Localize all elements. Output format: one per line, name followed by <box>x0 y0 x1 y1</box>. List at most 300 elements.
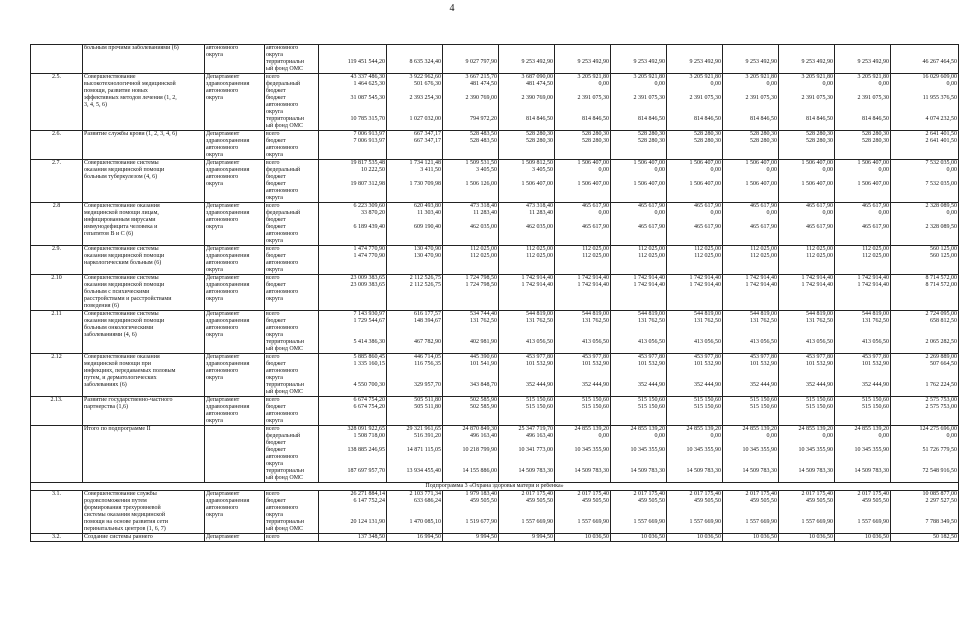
amount-cell <box>387 426 443 483</box>
amount-value: 10 085 877,00 <box>922 491 957 497</box>
measure-title-line: больным прочими заболеваниями (6) <box>84 45 179 51</box>
amount-value: 112 025,00 <box>470 253 497 259</box>
amount-value: 112 025,00 <box>526 246 553 252</box>
amount-value: 528 280,30 <box>582 131 609 137</box>
amount-cell <box>443 160 499 203</box>
amount-cell <box>835 491 891 534</box>
funding-source-label: территориальн <box>266 468 304 474</box>
executor <box>205 131 265 160</box>
amount-value: 2 017 175,40 <box>801 491 833 497</box>
amount-value: 130 470,90 <box>414 246 441 252</box>
amount-value: 473 318,40 <box>470 203 497 209</box>
funding-source-label: бюджет <box>266 174 286 180</box>
amount-cell <box>319 203 387 246</box>
amount-value: 528 280,30 <box>526 138 553 144</box>
amount-value: 1 506 407,00 <box>745 181 777 187</box>
amount-value: 507 664,50 <box>930 361 957 367</box>
amount-value: 131 762,50 <box>638 318 665 324</box>
amount-value: 0,00 <box>654 167 665 173</box>
amount-value: 8 714 572,00 <box>925 282 957 288</box>
amount-value: 413 056,50 <box>806 339 833 345</box>
amount-value: 2 391 075,30 <box>801 95 833 101</box>
executor-line: Департамент <box>206 354 240 360</box>
amount-value: 33 870,20 <box>361 210 385 216</box>
amount-value: 0,00 <box>598 433 609 439</box>
amount-value: 473 318,40 <box>526 203 553 209</box>
funding-source <box>265 131 319 160</box>
amount-value: 2 017 175,40 <box>745 491 777 497</box>
amount-value: 112 025,00 <box>526 253 553 259</box>
table-row <box>31 74 959 131</box>
amount-value: 496 163,40 <box>526 433 553 439</box>
table-row <box>31 275 959 311</box>
amount-value: 1 506 407,00 <box>633 160 665 166</box>
funding-source-label: бюджет <box>266 282 286 288</box>
amount-value: 515 150,60 <box>582 404 609 410</box>
amount-value: 328 091 922,65 <box>347 426 385 432</box>
amount-cell <box>499 160 555 203</box>
funding-source <box>265 74 319 131</box>
funding-source-label: всего <box>266 426 280 432</box>
funding-source-label: бюджет <box>266 138 286 144</box>
amount-value: 1 742 914,40 <box>801 275 833 281</box>
amount-value: 1 506 407,00 <box>857 181 889 187</box>
table-row <box>31 534 959 542</box>
amount-value: 465 617,90 <box>694 203 721 209</box>
amount-value: 9 994,50 <box>476 534 497 540</box>
measure-title-line: помощи, развитие новых <box>84 88 148 94</box>
amount-value: 1 509 812,50 <box>521 160 553 166</box>
amount-value: 2 575 753,00 <box>925 397 957 403</box>
amount-value: 24 855 139,20 <box>854 426 889 432</box>
amount-cell <box>779 45 835 74</box>
amount-cell <box>499 397 555 426</box>
amount-cell <box>667 160 723 203</box>
measure-title-line: медицинской помощи при <box>84 361 151 367</box>
amount-value: 544 819,00 <box>750 311 777 317</box>
amount-value: 1 557 669,90 <box>857 519 889 525</box>
amount-value: 814 846,50 <box>862 116 889 122</box>
amount-value <box>444 45 497 52</box>
amount-value: 46 267 464,50 <box>922 59 957 65</box>
amount-value: 2 641 401,50 <box>925 138 957 144</box>
measure-title <box>83 275 205 311</box>
executor-line: здравоохранения <box>206 404 250 410</box>
row-number: 2.13. <box>31 397 83 426</box>
amount-cell <box>723 354 779 397</box>
amount-cell <box>779 426 835 483</box>
amount-value: 24 855 139,20 <box>630 426 665 432</box>
amount-value: 534 744,40 <box>470 311 497 317</box>
amount-value <box>836 45 889 52</box>
amount-value: 413 056,50 <box>694 339 721 345</box>
amount-value: 1 557 669,90 <box>633 519 665 525</box>
amount-cell <box>667 426 723 483</box>
executor <box>205 160 265 203</box>
amount-value: 131 762,50 <box>582 318 609 324</box>
amount-value: 465 617,90 <box>750 224 777 230</box>
amount-cell <box>835 160 891 203</box>
executor-line: автономного <box>206 45 239 51</box>
executor <box>205 354 265 397</box>
measure-title-line: Итого по подпрограмме II <box>84 426 151 432</box>
executor <box>205 275 265 311</box>
amount-value: 0,00 <box>822 167 833 173</box>
amount-value: 544 819,00 <box>526 311 553 317</box>
measure-title-line: заболеваниях (6) <box>84 382 127 388</box>
amount-cell <box>319 160 387 203</box>
amount-value: 1 762 224,50 <box>925 382 957 388</box>
amount-value <box>668 45 721 52</box>
amount-value: 2 390 769,00 <box>465 95 497 101</box>
amount-value: 119 451 544,20 <box>347 59 385 65</box>
amount-cell <box>723 246 779 275</box>
executor <box>205 45 265 74</box>
amount-value: 2 391 075,30 <box>577 95 609 101</box>
amount-cell <box>667 397 723 426</box>
executor-line: автономного <box>206 368 239 374</box>
amount-value: 814 846,50 <box>582 116 609 122</box>
amount-value: 413 056,50 <box>582 339 609 345</box>
funding-source-label: округа <box>266 296 283 302</box>
amount-cell <box>499 426 555 483</box>
row-number: 2.12 <box>31 354 83 397</box>
amount-value: 1 506 407,00 <box>857 160 889 166</box>
amount-value <box>500 45 553 52</box>
amount-value: 7 788 349,50 <box>925 519 957 525</box>
amount-value <box>780 45 833 52</box>
amount-value: 14 509 783,30 <box>518 468 553 474</box>
executor-line: автономного <box>206 411 239 417</box>
amount-value: 528 483,50 <box>470 131 497 137</box>
amount-cell <box>667 74 723 131</box>
amount-cell <box>443 397 499 426</box>
amount-cell <box>723 160 779 203</box>
amount-value: 3 205 921,80 <box>633 74 665 80</box>
row-number: 2.5. <box>31 74 83 131</box>
amount-value: 413 056,50 <box>750 339 777 345</box>
amount-value: 0,00 <box>710 167 721 173</box>
amount-value: 459 505,50 <box>638 498 665 504</box>
amount-cell <box>891 160 959 203</box>
amount-cell <box>555 74 611 131</box>
amount-value: 352 444,90 <box>750 382 777 388</box>
amount-value: 1 474 770,90 <box>353 253 385 259</box>
executor-line: автономного <box>206 217 239 223</box>
funding-source-label: ый фонд ОМС <box>266 123 304 129</box>
executor-line: округа <box>206 332 223 338</box>
amount-value: 3 411,50 <box>420 167 441 173</box>
funding-source-label: бюджет <box>266 447 286 453</box>
amount-value: 11 283,40 <box>529 210 553 216</box>
funding-source-label: бюджет <box>266 318 286 324</box>
amount-value: 0,00 <box>878 81 889 87</box>
amount-value: 528 280,30 <box>750 138 777 144</box>
executor <box>205 246 265 275</box>
executor-line: Департамент <box>206 397 240 403</box>
amount-value: 1 506 407,00 <box>689 181 721 187</box>
measure-title-line: родовспоможения путем <box>84 498 147 504</box>
funding-source <box>265 491 319 534</box>
measure-title-line: оказания медицинской помощи <box>84 167 165 173</box>
amount-value: 116 756,35 <box>414 361 441 367</box>
amount-value: 1 557 669,90 <box>521 519 553 525</box>
amount-value: 1 742 914,40 <box>801 282 833 288</box>
amount-value: 515 150,60 <box>694 397 721 403</box>
amount-value: 8 714 572,00 <box>925 275 957 281</box>
amount-value: 794 972,20 <box>470 116 497 122</box>
amount-value: 9 994,50 <box>532 534 553 540</box>
measure-title-line: системы оказания медицинской <box>84 512 166 518</box>
amount-value: 24 855 139,20 <box>742 426 777 432</box>
amount-value: 10 036,50 <box>809 534 833 540</box>
amount-value: 6 147 752,24 <box>353 498 385 504</box>
executor-line: Департамент <box>206 160 240 166</box>
amount-value: 453 977,80 <box>694 354 721 360</box>
amount-value: 515 150,60 <box>638 397 665 403</box>
amount-cell <box>555 534 611 542</box>
amount-value <box>724 45 777 52</box>
amount-value: 187 697 957,70 <box>347 468 385 474</box>
amount-value: 465 617,90 <box>806 203 833 209</box>
amount-value: 131 762,50 <box>750 318 777 324</box>
amount-value: 462 035,00 <box>526 224 553 230</box>
amount-value: 1 742 914,40 <box>857 282 889 288</box>
amount-value: 31 087 545,30 <box>350 95 385 101</box>
amount-cell <box>387 534 443 542</box>
measure-title-line: иммунодефицита человека и <box>84 224 158 230</box>
amount-value: 7 006 913,97 <box>353 131 385 137</box>
amount-value: 459 505,50 <box>806 498 833 504</box>
executor-line: Департамент <box>206 275 240 281</box>
amount-value: 10 341 773,00 <box>518 447 553 453</box>
executor <box>205 74 265 131</box>
amount-value: 29 321 961,65 <box>406 426 441 432</box>
amount-value: 10 036,50 <box>865 534 889 540</box>
amount-value: 11 955 376,50 <box>922 95 957 101</box>
measure-title-line: Совершенствование системы <box>84 160 159 166</box>
amount-value: 501 676,30 <box>414 81 441 87</box>
funding-source-label: автономного <box>266 368 299 374</box>
amount-value <box>388 45 441 52</box>
amount-cell <box>499 74 555 131</box>
amount-value: 6 223 309,60 <box>353 203 385 209</box>
amount-value: 3 205 921,80 <box>745 74 777 80</box>
funding-source-label: автономного <box>266 454 299 460</box>
amount-value: 2 112 526,75 <box>409 282 441 288</box>
amount-cell <box>779 534 835 542</box>
amount-value: 2 297 527,50 <box>925 498 957 504</box>
executor <box>205 491 265 534</box>
executor-line: округа <box>206 152 223 158</box>
amount-value: 465 617,90 <box>750 203 777 209</box>
amount-value: 453 977,80 <box>526 354 553 360</box>
amount-cell <box>555 131 611 160</box>
measure-title <box>83 534 205 542</box>
executor-line: автономного <box>206 260 239 266</box>
amount-value: 515 150,60 <box>750 397 777 403</box>
amount-value: 2 017 175,40 <box>689 491 721 497</box>
amount-value: 0,00 <box>822 433 833 439</box>
amount-cell <box>443 74 499 131</box>
amount-value: 814 846,50 <box>694 116 721 122</box>
row-number: 2.9. <box>31 246 83 275</box>
executor <box>205 311 265 354</box>
funding-source <box>265 275 319 311</box>
amount-value: 7 143 930,97 <box>353 311 385 317</box>
amount-cell <box>443 131 499 160</box>
amount-value: 515 150,60 <box>694 404 721 410</box>
amount-value: 515 150,60 <box>750 404 777 410</box>
amount-cell <box>891 45 959 74</box>
amount-value: 1 724 798,50 <box>465 275 497 281</box>
amount-cell <box>443 311 499 354</box>
amount-value: 814 846,50 <box>526 116 553 122</box>
amount-value <box>556 45 609 52</box>
amount-cell <box>611 203 667 246</box>
amount-value: 72 548 916,50 <box>922 468 957 474</box>
amount-value: 352 444,90 <box>526 382 553 388</box>
amount-value: 6 674 754,20 <box>353 404 385 410</box>
amount-value: 0,00 <box>946 81 957 87</box>
amount-cell <box>319 45 387 74</box>
amount-value: 4 074 232,50 <box>925 116 957 122</box>
amount-value: 1 742 914,40 <box>745 282 777 288</box>
amount-value: 2 393 254,30 <box>409 95 441 101</box>
measure-title <box>83 397 205 426</box>
amount-cell <box>387 203 443 246</box>
amount-value: 413 056,50 <box>862 339 889 345</box>
amount-value: 620 493,80 <box>414 203 441 209</box>
amount-value: 544 819,00 <box>582 311 609 317</box>
funding-source-label: территориальн <box>266 382 304 388</box>
amount-cell <box>387 397 443 426</box>
amount-value: 131 762,50 <box>806 318 833 324</box>
funding-source-label: федеральный <box>266 433 301 439</box>
amount-value: 1 557 669,90 <box>689 519 721 525</box>
amount-value: 462 035,00 <box>470 224 497 230</box>
funding-source-label: округа <box>266 461 283 467</box>
table-row <box>31 246 959 275</box>
amount-value: 0,00 <box>766 433 777 439</box>
amount-value: 1 508 718,00 <box>353 433 385 439</box>
funding-source-label: автономного <box>266 411 299 417</box>
amount-cell <box>319 311 387 354</box>
amount-value: 2 641 401,50 <box>925 131 957 137</box>
amount-value: 124 275 696,00 <box>919 426 957 432</box>
funding-source <box>265 45 319 74</box>
funding-source-label: автономного <box>266 145 299 151</box>
amount-value: 445 390,60 <box>470 354 497 360</box>
amount-value: 14 509 783,30 <box>854 468 889 474</box>
amount-value: 5 885 860,45 <box>353 354 385 360</box>
amount-cell <box>443 491 499 534</box>
measure-title-line: путем, и дерматологических <box>84 375 157 381</box>
amount-value: 101 532,90 <box>806 361 833 367</box>
executor <box>205 426 265 483</box>
measure-title-line: Совершенствование системы <box>84 246 159 252</box>
amount-value: 101 532,90 <box>750 361 777 367</box>
measure-title-line: Совершенствование системы <box>84 311 159 317</box>
amount-cell <box>667 246 723 275</box>
amount-value: 814 846,50 <box>750 116 777 122</box>
amount-cell <box>723 311 779 354</box>
amount-value: 112 025,00 <box>582 253 609 259</box>
amount-value: 516 391,20 <box>414 433 441 439</box>
amount-value: 528 280,30 <box>806 131 833 137</box>
amount-cell <box>387 275 443 311</box>
amount-value: 1 506 407,00 <box>801 181 833 187</box>
amount-cell <box>387 131 443 160</box>
executor-line: округа <box>206 296 223 302</box>
amount-cell <box>779 74 835 131</box>
amount-value: 1 742 914,40 <box>745 275 777 281</box>
amount-value: 0,00 <box>766 81 777 87</box>
amount-value: 0,00 <box>878 210 889 216</box>
amount-cell <box>499 491 555 534</box>
amount-value: 1 470 085,10 <box>409 519 441 525</box>
amount-cell <box>443 426 499 483</box>
funding-source-label: округа <box>266 52 283 58</box>
funding-source-label: автономного <box>266 260 299 266</box>
amount-cell <box>319 426 387 483</box>
amount-value: 0,00 <box>822 210 833 216</box>
measure-title-line: инфекциях, передаваемых половым <box>84 368 176 374</box>
amount-cell <box>555 397 611 426</box>
amount-cell <box>835 131 891 160</box>
amount-value: 112 025,00 <box>638 246 665 252</box>
amount-value: 2 017 175,40 <box>577 491 609 497</box>
executor <box>205 534 265 542</box>
amount-cell <box>499 45 555 74</box>
amount-value: 112 025,00 <box>750 253 777 259</box>
amount-cell <box>835 534 891 542</box>
executor-line: автономного <box>206 174 239 180</box>
amount-value: 10 036,50 <box>585 534 609 540</box>
amount-value: 465 617,90 <box>862 203 889 209</box>
amount-value: 515 150,60 <box>862 404 889 410</box>
executor-line: округа <box>206 267 223 273</box>
table-row <box>31 354 959 397</box>
row-number: 2.6. <box>31 131 83 160</box>
amount-value: 14 155 886,00 <box>462 468 497 474</box>
funding-source-label: ый фонд ОМС <box>266 389 304 395</box>
amount-value: 112 025,00 <box>582 246 609 252</box>
funding-source <box>265 203 319 246</box>
amount-value: 465 617,90 <box>638 224 665 230</box>
executor-line: автономного <box>206 289 239 295</box>
funding-source-label: бюджет <box>266 181 286 187</box>
executor-line: округа <box>206 181 223 187</box>
amount-value: 16 029 609,00 <box>922 74 957 80</box>
table-row <box>31 397 959 426</box>
amount-value: 352 444,90 <box>582 382 609 388</box>
funding-source-label: всего <box>266 354 280 360</box>
amount-value: 1 506 407,00 <box>577 160 609 166</box>
amount-cell <box>891 74 959 131</box>
measure-title-line: гепатитов В и С (6) <box>84 231 134 237</box>
amount-value: 1 979 183,40 <box>465 491 497 497</box>
amount-value: 515 150,60 <box>582 397 609 403</box>
amount-value: 528 280,30 <box>526 131 553 137</box>
amount-value: 1 742 914,40 <box>633 275 665 281</box>
row-number: 3.1. <box>31 491 83 534</box>
amount-value: 6 674 754,20 <box>353 397 385 403</box>
amount-cell <box>835 74 891 131</box>
amount-value: 9 253 492,90 <box>857 59 889 65</box>
amount-value: 10 785 315,70 <box>350 116 385 122</box>
amount-value: 481 474,50 <box>470 81 497 87</box>
